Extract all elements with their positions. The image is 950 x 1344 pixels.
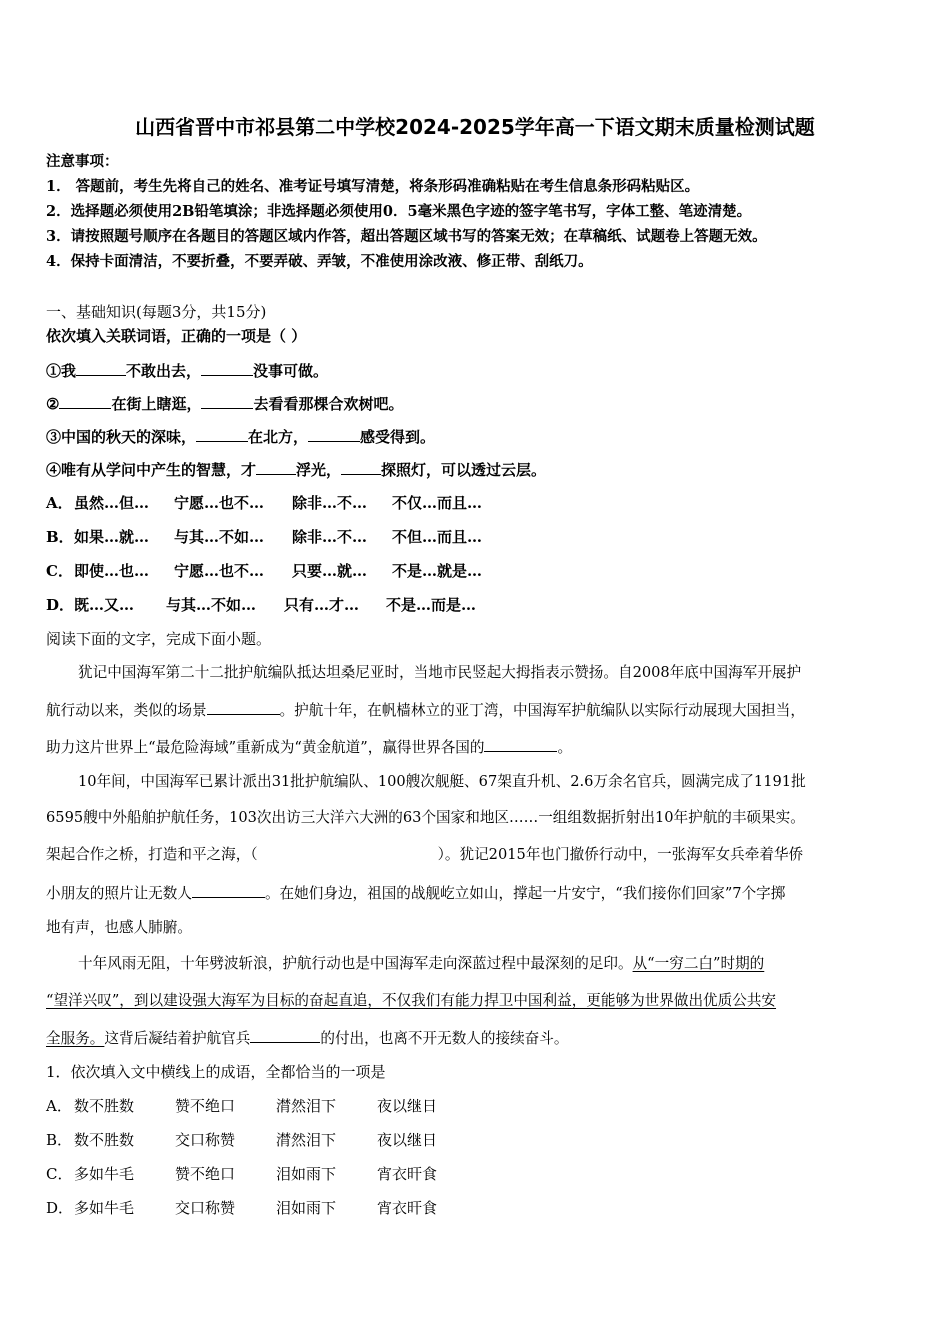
option-b[interactable]: B．如果…就… 与其…不如… 除非…不… 不但…而且… xyxy=(46,528,483,546)
notice-item: 4．保持卡面清洁，不要折叠，不要弄破、弄皱，不准使用涂改液、修正带、刮纸刀。 xyxy=(46,253,593,270)
passage-line: 小朋友的照片让无数人 。在她们身边，祖国的战舰屹立如山，撑起一片安宁，“我们接你们回家”7个字掷 xyxy=(46,882,785,904)
notice-item: 2．选择题必须使用2B铅笔填涂；非选择题必须使用0．5毫米黑色字迹的签字笔书写，字体工整、笔迹清楚。 xyxy=(46,203,752,220)
q1-option-b[interactable]: B． 数不胜数 交口称赞 潸然泪下 夜以继日 xyxy=(46,1131,438,1149)
sentence-1: ①我 不敢出去， 没事可做。 xyxy=(46,362,329,380)
notice-item: 3．请按照题号顺序在各题目的答题区域内作答，超出答题区域书写的答案无效；在草稿纸、试题卷上答题无效。 xyxy=(46,228,767,245)
reading-intro: 阅读下面的文字，完成下面小题。 xyxy=(46,630,272,648)
underlined-sentence: “望洋兴叹”，到以建设强大海军为目标的奋起直追，不仅我们有能力捍卫中国利益，更能够为世界做出优质公共安 xyxy=(46,992,777,1009)
section-heading: 一、基础知识(每题3分，共15分) xyxy=(46,303,267,321)
passage-line: 十年风雨无阻，十年劈波斩浪，护航行动也是中国海军走向深蓝过程中最深刻的足印。从“一穷二白”时期的 xyxy=(78,955,765,972)
q1-option-c[interactable]: C． 多如牛毛 赞不绝口 泪如雨下 宵衣旰食 xyxy=(46,1165,438,1183)
passage-line: 架起合作之桥，打造和平之海，（ ）。犹记2015年也门撤侨行动中，一张海军女兵牵着华侨 xyxy=(46,846,804,863)
sentence-4: ④唯有从学问中产生的智慧，才 浮光， 探照灯，可以透过云层。 xyxy=(46,461,547,479)
passage-line: 10年间，中国海军已累计派出31批护航编队、100艘次舰艇、67架直升机、2.6万余名官兵，圆满完成了1191批 xyxy=(78,773,806,790)
passage-line: 犹记中国海军第二十二批护航编队抵达坦桑尼亚时，当地市民竖起大拇指表示赞扬。自2008年底中国海军开展护 xyxy=(78,664,802,681)
option-c[interactable]: C．即使…也… 宁愿…也不… 只要…就… 不是…就是… xyxy=(46,562,483,580)
sentence-3: ③中国的秋天的深味， 在北方， 感受得到。 xyxy=(46,428,436,446)
notice-heading: 注意事项： xyxy=(46,153,119,170)
question-1-stem: 1．依次填入文中横线上的成语，全都恰当的一项是 xyxy=(46,1063,386,1081)
underlined-sentence: 从“一穷二白”时期的 xyxy=(632,955,765,972)
underlined-sentence: 全服务。 xyxy=(46,1030,105,1047)
page-title: 山西省晋中市祁县第二中学校2024-2025学年高一下语文期末质量检测试题 xyxy=(135,115,815,139)
passage-line: 航行动以来，类似的场景 。护航十年，在帆樯林立的亚丁湾，中国海军护航编队以实际行动展现大国担当， xyxy=(46,699,805,721)
question-stem: 依次填入关联词语，正确的一项是（ ） xyxy=(46,327,307,345)
q1-option-d[interactable]: D．多如牛毛 交口称赞 泪如雨下 宵衣旰食 xyxy=(46,1199,438,1217)
notice-item: 1． 答题前，考生先将自己的姓名、准考证号填写清楚，将条形码准确粘贴在考生信息条形码粘贴区。 xyxy=(46,178,700,195)
q1-option-a[interactable]: A． 数不胜数 赞不绝口 潸然泪下 夜以继日 xyxy=(46,1097,438,1115)
option-d[interactable]: D．既…又… 与其…不如… 只有…才… 不是…而是… xyxy=(46,596,477,614)
passage-line: 地有声，也感人肺腑。 xyxy=(46,919,192,936)
passage-line: 助力这片世界上“最危险海域”重新成为“黄金航道”，赢得世界各国的 。 xyxy=(46,736,572,758)
passage-line: 全服务。这背后凝结着护航官兵 的付出，也离不开无数人的接续奋斗。 xyxy=(46,1027,568,1049)
passage-line: 6595艘中外船舶护航任务，103次出访三大洋六大洲的63个国家和地区……一组组数据折射出10年护航的丰硕果实。 xyxy=(46,809,805,826)
sentence-2: ② 在街上瞎逛， 去看看那棵合欢树吧。 xyxy=(46,395,404,413)
option-a[interactable]: A．虽然…但… 宁愿…也不… 除非…不… 不仅…而且… xyxy=(46,494,483,512)
